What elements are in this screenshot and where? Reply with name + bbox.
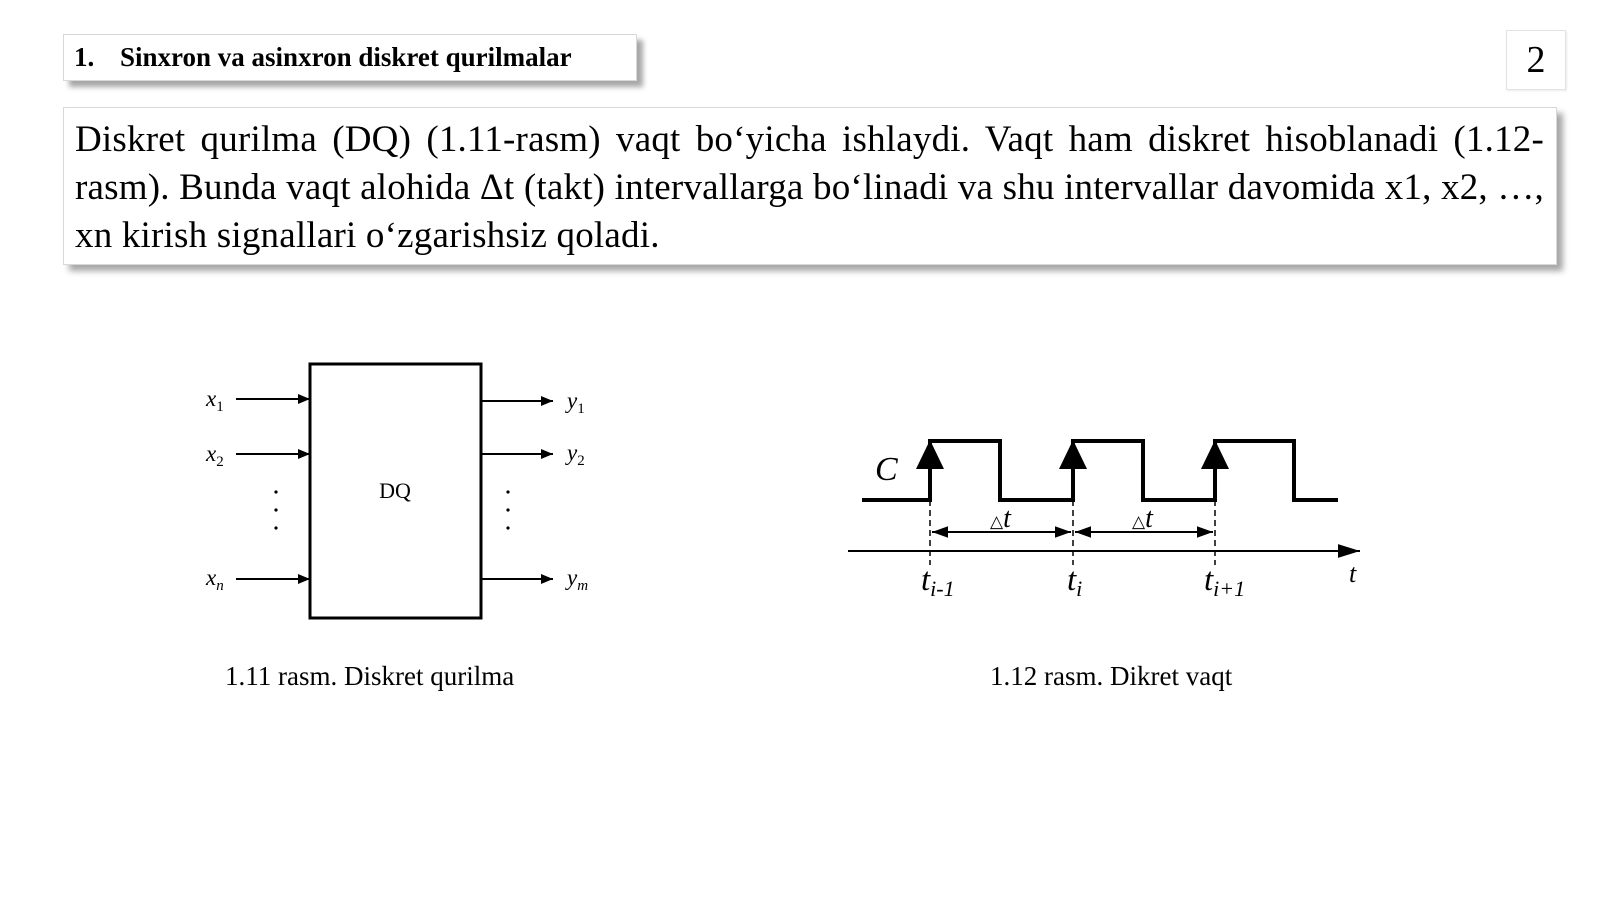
figure-2-caption: 1.12 rasm. Dikret vaqt [990,661,1233,691]
clock-label: C [875,451,898,488]
figure-1-caption: 1.11 rasm. Diskret qurilma [225,661,515,691]
input-ellipsis-dots [274,490,277,529]
section-number: 1. [74,42,95,72]
figure-discrete-device [205,364,588,618]
tick-label-t-i-plus-1: ti+1 [1204,562,1246,601]
figure-discrete-time [848,440,1360,601]
body-paragraph: Diskret qurilma (DQ) (1.11-rasm) vaqt bo‘yicha ishlaydi. Vaqt ham diskret hisoblanadi (1.12-rasm). Bunda vaqt alohida Δt (takt) intervallarga bo‘linadi va shu intervallar davomida x1, x2, …, xn kirish signallari o‘zgarishsiz qoladi. [75,119,1544,256]
input-label-x1: $x_1$ [206,386,224,415]
output-ellipsis-dots [506,490,509,529]
delta-t-label-1: △t [990,503,1011,534]
tick-label-t-i-minus-1: ti-1 [921,562,955,601]
dq-block-label: DQ [379,478,411,503]
time-axis-label: t [1349,559,1357,588]
rising-edge-arrow-2 [1059,440,1087,469]
input-label-xn: $x_n$ [206,565,224,594]
rising-edge-arrow-3 [1201,440,1229,469]
output-label-y1: $y_1$ [567,388,585,417]
output-label-ym: $y_m$ [567,565,589,594]
page-number: 2 [1506,30,1566,90]
section-title-text: Sinxron va asinxron diskret qurilmalar [120,42,572,72]
delta-t-label-2: △t [1132,503,1153,534]
rising-edge-arrow-1 [916,440,944,469]
tick-label-t-i: ti [1067,562,1083,601]
input-label-x2: $x_2$ [206,441,224,470]
output-label-y2: $y_2$ [567,440,585,469]
